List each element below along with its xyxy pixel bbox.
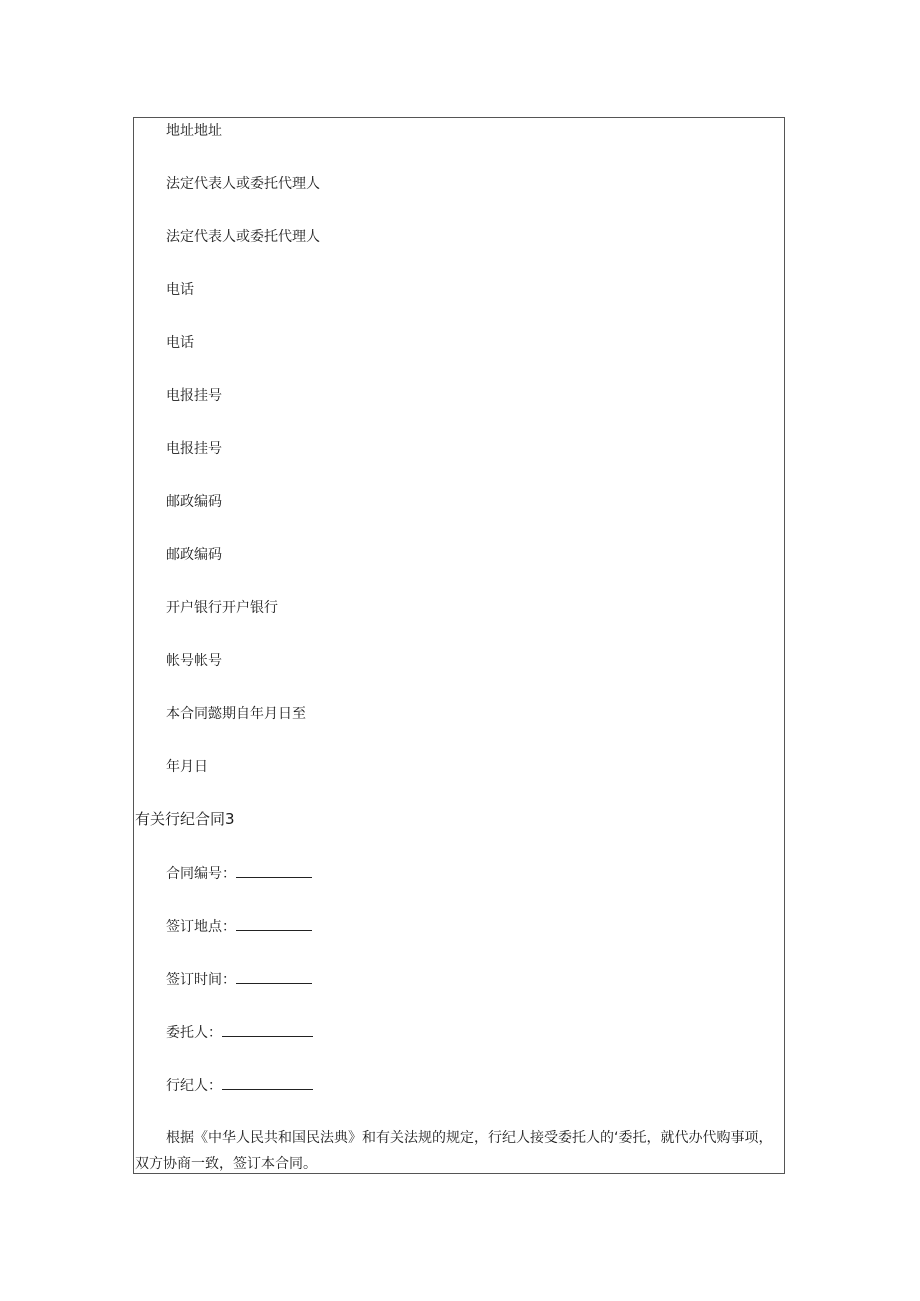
- principal-blank[interactable]: [222, 1022, 313, 1037]
- account-line: 帐号帐号: [166, 653, 222, 669]
- contract-no-label: 合同编号：: [166, 866, 236, 882]
- broker-blank[interactable]: [222, 1075, 313, 1090]
- telegraph-line: 电报挂号: [166, 441, 222, 457]
- phone-line: 电话: [166, 335, 194, 351]
- representative-line: 法定代表人或委托代理人: [166, 176, 320, 192]
- postcode-line: 邮政编码: [166, 547, 222, 563]
- phone-line: 电话: [166, 282, 194, 298]
- contract-preamble: 根据《中华人民共和国民法典》和有关法规的规定，行纪人接受委托人的‘委托，就代办代购事项，双方协商一致，签订本合同。: [135, 1130, 773, 1172]
- date-line: 年月日: [166, 759, 208, 775]
- sign-time-blank[interactable]: [236, 969, 312, 984]
- validity-line: 本合同懿期自年月日至: [166, 706, 306, 722]
- representative-line: 法定代表人或委托代理人: [166, 229, 320, 245]
- broker-label: 行纪人：: [166, 1078, 222, 1094]
- principal-label: 委托人：: [166, 1025, 222, 1041]
- broker-field: [166, 1075, 313, 1096]
- sign-place-blank[interactable]: [236, 916, 312, 931]
- document-frame: [133, 117, 785, 1174]
- address-line: 地址地址: [166, 123, 222, 139]
- section-title: 有关行纪合同3: [135, 810, 235, 828]
- principal-field: [166, 1022, 313, 1043]
- telegraph-line: 电报挂号: [166, 388, 222, 404]
- contract-no-field: [166, 863, 312, 884]
- bank-line: 开户银行开户银行: [166, 600, 278, 616]
- sign-place-label: 签订地点：: [166, 919, 236, 935]
- sign-time-label: 签订时间：: [166, 972, 236, 988]
- contract-no-blank[interactable]: [236, 863, 312, 878]
- sign-place-field: [166, 916, 312, 937]
- postcode-line: 邮政编码: [166, 494, 222, 510]
- sign-time-field: [166, 969, 312, 990]
